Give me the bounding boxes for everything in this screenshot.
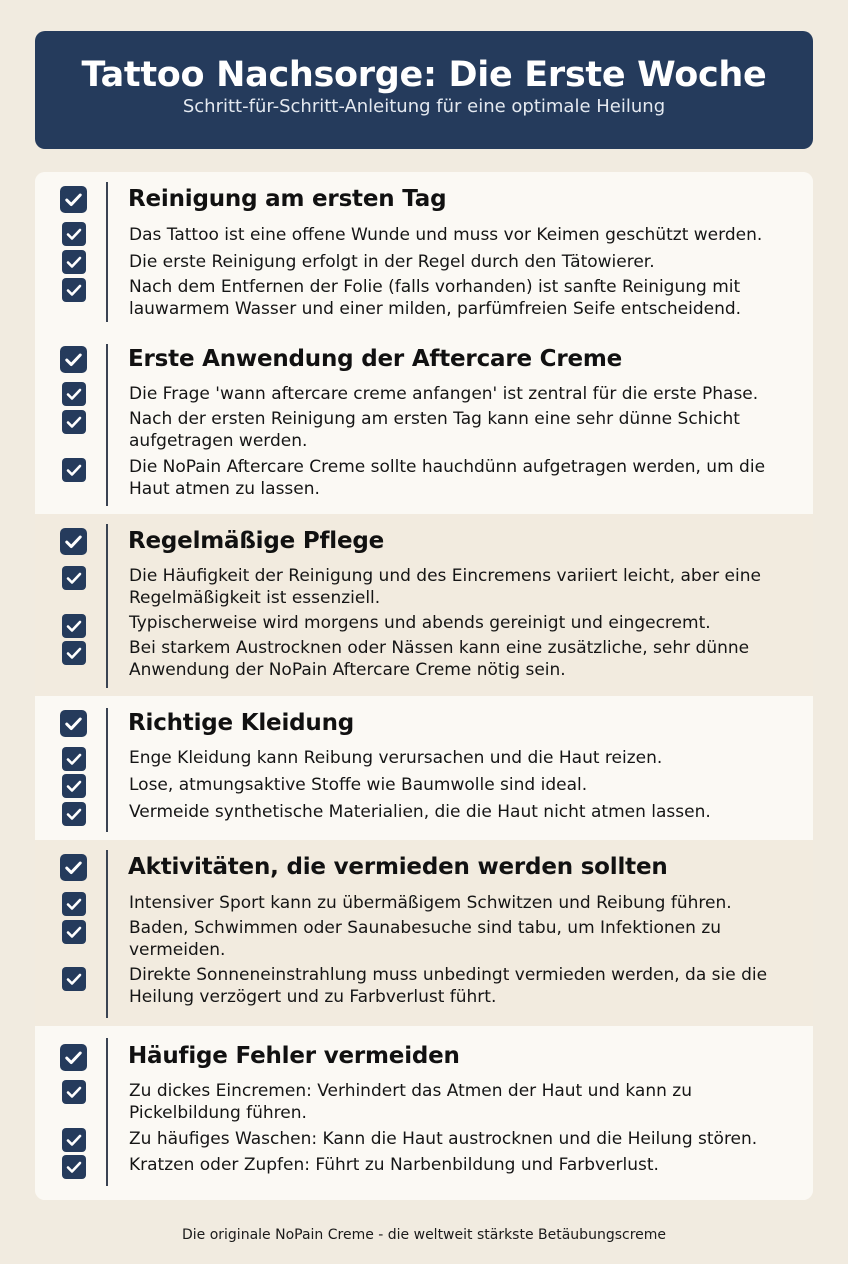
checkbox-checked-icon	[60, 346, 87, 373]
list-item: Zu häufiges Waschen: Kann die Haut austrocknen und die Heilung stören.	[129, 1129, 758, 1149]
section-regelmaessige-pflege	[35, 514, 813, 696]
checkbox-checked-icon	[62, 967, 86, 991]
page-subtitle: Schritt-für-Schritt-Anleitung für eine optimale Heilung	[182, 96, 666, 117]
list-item: Die Häufigkeit der Reinigung und des Eincremens variiert leicht, aber eine Regelmäßigkeit ist essenziell.	[129, 566, 761, 608]
checkbox-checked-icon	[62, 458, 86, 482]
section-richtige-kleidung	[35, 696, 813, 840]
header-banner	[35, 31, 813, 149]
list-item: Baden, Schwimmen oder Saunabesuche sind tabu, um Infektionen zu vermeiden.	[129, 918, 722, 960]
list-item: Lose, atmungsaktive Stoffe wie Baumwolle sind ideal.	[129, 775, 588, 795]
checkbox-checked-icon	[62, 1155, 86, 1179]
checklist-card	[35, 172, 813, 1200]
checkbox-checked-icon	[60, 1044, 87, 1071]
checkbox-checked-icon	[62, 614, 86, 638]
checkbox-checked-icon	[62, 774, 86, 798]
checkbox-checked-icon	[62, 382, 86, 406]
list-item: Enge Kleidung kann Reibung verursachen und die Haut reizen.	[129, 748, 663, 768]
list-item: Typischerweise wird morgens und abends gereinigt und eingecremt.	[129, 613, 711, 633]
checkbox-checked-icon	[62, 892, 86, 916]
checkbox-checked-icon	[62, 566, 86, 590]
section-title: Aktivitäten, die vermieden werden sollten	[128, 854, 668, 880]
section-haeufige-fehler	[35, 1026, 813, 1200]
list-item: Nach der ersten Reinigung am ersten Tag kann eine sehr dünne Schicht aufgetragen werden.	[129, 409, 740, 451]
checkbox-checked-icon	[60, 710, 87, 737]
checkbox-checked-icon	[62, 802, 86, 826]
checkbox-checked-icon	[60, 528, 87, 555]
list-item: Vermeide synthetische Materialien, die die Haut nicht atmen lassen.	[129, 802, 711, 822]
section-title: Regelmäßige Pflege	[128, 528, 385, 554]
list-item: Kratzen oder Zupfen: Führt zu Narbenbildung und Farbverlust.	[129, 1155, 659, 1175]
checkbox-checked-icon	[62, 1128, 86, 1152]
section-title: Reinigung am ersten Tag	[128, 186, 447, 212]
section-reinigung	[35, 172, 813, 332]
checkbox-checked-icon	[62, 1080, 86, 1104]
checkbox-checked-icon	[62, 641, 86, 665]
list-item: Die Frage 'wann aftercare creme anfangen' ist zentral für die erste Phase.	[129, 384, 759, 404]
list-item: Die NoPain Aftercare Creme sollte hauchdünn aufgetragen werden, um die Haut atmen zu lassen.	[129, 457, 766, 499]
list-item: Zu dickes Eincremen: Verhindert das Atmen der Haut und kann zu Pickelbildung führen.	[129, 1081, 692, 1123]
list-item: Die erste Reinigung erfolgt in der Regel durch den Tätowierer.	[129, 252, 655, 272]
checkbox-checked-icon	[62, 920, 86, 944]
checkbox-checked-icon	[62, 278, 86, 302]
checkbox-checked-icon	[60, 854, 87, 881]
checkbox-checked-icon	[62, 250, 86, 274]
page-title: Tattoo Nachsorge: Die Erste Woche	[81, 55, 767, 95]
section-title: Häufige Fehler vermeiden	[128, 1043, 460, 1069]
section-aktivitaeten	[35, 840, 813, 1026]
footer-tagline: Die originale NoPain Creme - die weltweit stärkste Betäubungscreme	[181, 1227, 667, 1243]
list-item: Das Tattoo ist eine offene Wunde und muss vor Keimen geschützt werden.	[129, 225, 763, 245]
list-item: Bei starkem Austrocknen oder Nässen kann eine zusätzliche, sehr dünne Anwendung der NoPain Aftercare Creme nötig sein.	[129, 638, 750, 680]
checkbox-checked-icon	[62, 222, 86, 246]
list-item: Intensiver Sport kann zu übermäßigem Schwitzen und Reibung führen.	[129, 893, 732, 913]
section-title: Richtige Kleidung	[128, 710, 355, 736]
list-item: Direkte Sonneneinstrahlung muss unbedingt vermieden werden, da sie die Heilung verzögert und zu Farbverlust führt.	[129, 965, 768, 1007]
checkbox-checked-icon	[62, 410, 86, 434]
section-title: Erste Anwendung der Aftercare Creme	[128, 346, 623, 372]
list-item: Nach dem Entfernen der Folie (falls vorhanden) ist sanfte Reinigung mit lauwarmem Wasser und einer milden, parfümfreien Seife entscheidend.	[129, 277, 742, 319]
checkbox-checked-icon	[62, 747, 86, 771]
checkbox-checked-icon	[60, 186, 87, 213]
section-aftercare-creme	[35, 332, 813, 514]
